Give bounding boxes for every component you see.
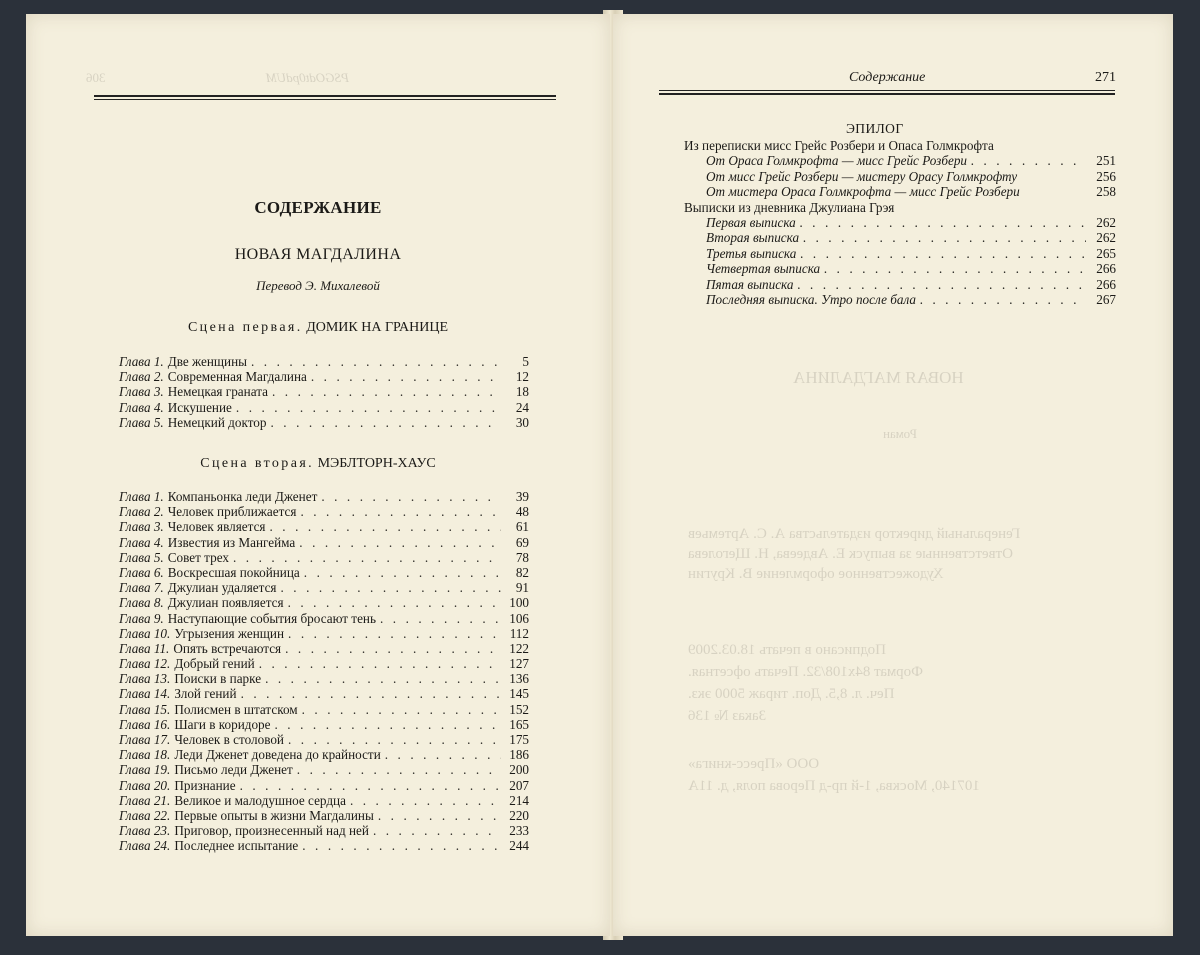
entry-title: Четвертая выписка: [706, 261, 821, 277]
toc-entry: [119, 504, 529, 519]
dot-leader: [800, 246, 1086, 261]
dot-leader: [265, 671, 501, 686]
chapter-title: Немецкая граната: [167, 384, 268, 400]
chapter-title: Джулиан удаляется: [167, 580, 277, 596]
toc-entry: [119, 717, 529, 732]
chapter-number: Глава 8.: [119, 595, 164, 611]
epilog-section: [684, 138, 1116, 153]
epilog-entry: [684, 153, 1116, 168]
epilog-entry: [684, 169, 1116, 184]
page-ref: 112: [509, 625, 529, 641]
chapter-number: Глава 10.: [119, 625, 171, 641]
bleed-through-line: Печ. л. 8,5. Доп. тираж 5000 экз.: [688, 686, 895, 702]
chapter-number: Глава 3.: [119, 519, 164, 535]
page-ref: 251: [1096, 153, 1116, 169]
page-ref: 78: [515, 549, 529, 565]
page-ref: 262: [1096, 230, 1116, 246]
chapter-title: Джулиан появляется: [167, 595, 284, 611]
toc-entry: [119, 732, 529, 747]
page-ref: 165: [509, 716, 529, 732]
toc-entry: [119, 686, 529, 701]
chapter-number: Глава 4.: [119, 399, 164, 415]
chapter-title: Добрый гений: [174, 656, 255, 672]
dot-leader: [285, 641, 501, 656]
page-ref: 200: [509, 762, 529, 778]
bleed-through-line: Ответственные за выпуск Е. Авдеева, Н. Щеголева: [688, 546, 1013, 562]
page-ref: 256: [1096, 168, 1116, 184]
chapter-number: Глава 6.: [119, 564, 164, 580]
page-ref: 12: [515, 369, 529, 385]
dot-leader: [236, 400, 501, 415]
page-ref: 30: [515, 414, 529, 430]
page-ref: 266: [1096, 276, 1116, 292]
dot-leader: [302, 838, 501, 853]
bleed-through-line: Заказ № 136: [688, 708, 767, 724]
page-ref: 24: [515, 399, 529, 415]
bleed-through-header: PSGOdt0pdUM: [266, 70, 350, 85]
chapter-number: Глава 19.: [119, 762, 171, 778]
chapter-number: Глава 5.: [119, 414, 164, 430]
toc-entry: [119, 535, 529, 550]
dot-leader: [288, 595, 501, 610]
chapter-number: Глава 11.: [119, 640, 170, 656]
dot-leader: [380, 611, 501, 626]
scene1-chapter-list: [119, 354, 529, 430]
toc-entry: [119, 671, 529, 686]
toc-entry: [119, 354, 529, 369]
dot-leader: [311, 369, 501, 384]
epilog-entry: [684, 215, 1116, 230]
scene1-name: ДОМИК НА ГРАНИЦЕ: [306, 320, 449, 335]
toc-entry: [119, 641, 529, 656]
entry-title: Из переписки мисс Грейс Розбери и Опаса Голмкрофта: [684, 138, 994, 153]
toc-entry: [119, 747, 529, 762]
chapter-title: Искушение: [167, 399, 232, 415]
page-ref: 5: [522, 354, 529, 369]
page-ref: 220: [509, 807, 529, 823]
chapter-number: Глава 22.: [119, 807, 171, 823]
toc-heading: СОДЕРЖАНИЕ: [254, 198, 382, 217]
chapter-title: Известия из Мангейма: [167, 534, 296, 550]
dot-leader: [300, 504, 501, 519]
work-title: НОВАЯ МАГДАЛИНА: [234, 246, 402, 263]
right-page: [613, 14, 1173, 936]
page-ref: 265: [1096, 245, 1116, 261]
chapter-title: Шаги в коридоре: [174, 716, 271, 732]
chapter-title: Полисмен в штатском: [174, 701, 298, 717]
page-ref: 266: [1096, 261, 1116, 277]
page-ref: 258: [1096, 184, 1116, 200]
dot-leader: [800, 215, 1086, 230]
bleed-through-line: Формат 84х108/32. Печать офсетная.: [688, 664, 923, 680]
toc-entry: [119, 415, 529, 430]
epilog-entry: [684, 230, 1116, 245]
chapter-title: Наступающие события бросают тень: [167, 610, 376, 626]
page-ref: 100: [509, 595, 529, 611]
running-head: Содержание: [849, 70, 926, 85]
dot-leader: [302, 702, 501, 717]
chapter-title: Поиски в парке: [174, 671, 262, 687]
dot-leader: [240, 778, 501, 793]
entry-title: Выписки из дневника Джулиана Грэя: [684, 199, 895, 215]
page-ref: 61: [515, 519, 529, 535]
dot-leader: [251, 354, 501, 369]
chapter-number: Глава 17.: [119, 732, 171, 747]
chapter-number: Глава 16.: [119, 716, 171, 732]
chapter-title: Угрызения женщин: [174, 625, 285, 641]
chapter-title: Леди Дженет доведена до крайности: [174, 747, 381, 763]
toc-entry: [119, 838, 529, 853]
dot-leader: [299, 535, 501, 550]
toc-entry: [119, 793, 529, 808]
dot-leader: [373, 823, 501, 838]
right-top-rule-thick: [659, 93, 1115, 95]
scene2-name: МЭБЛТОРН-ХАУС: [317, 456, 436, 471]
epilog-entry: [684, 184, 1116, 199]
entry-title: Последняя выписка. Утро после бала: [706, 291, 916, 307]
dot-leader: [378, 808, 501, 823]
dot-leader: [233, 550, 501, 565]
chapter-title: Письмо леди Дженет: [174, 762, 293, 778]
chapter-number: Глава 18.: [119, 747, 171, 763]
page-ref: 244: [509, 838, 529, 854]
page-ref: 175: [509, 732, 529, 747]
dot-leader: [920, 292, 1086, 307]
dot-leader: [271, 415, 502, 430]
bleed-through-line: 107140, Москва, 1-й пр-д Перова поля, д. 11А: [688, 778, 980, 794]
scene1-heading: [26, 320, 610, 336]
entry-title: От мистера Ораса Голмкрофта — мисс Грейс Розбери: [706, 184, 1020, 200]
page-ref: 233: [509, 823, 529, 839]
chapter-number: Глава 7.: [119, 580, 164, 596]
bleed-through-title: НОВАЯ МАГДАЛИНА: [793, 368, 964, 387]
toc-entry: [119, 702, 529, 717]
chapter-title: Злой гений: [174, 686, 237, 702]
page-ref: 82: [515, 564, 529, 580]
page-ref: 214: [509, 792, 529, 808]
dot-leader: [971, 153, 1086, 168]
dot-leader: [281, 580, 502, 595]
translator-credit: Перевод Э. Михалевой: [256, 278, 380, 293]
dot-leader: [297, 762, 501, 777]
page-number: 271: [1095, 70, 1116, 85]
page-ref: 186: [509, 747, 529, 763]
dot-leader: [241, 686, 501, 701]
epilog-entry: [684, 292, 1116, 307]
chapter-number: Глава 13.: [119, 671, 171, 687]
dot-leader: [798, 277, 1087, 292]
page-ref: 136: [509, 671, 529, 687]
toc-entry: [119, 595, 529, 610]
page-ref: 262: [1096, 214, 1116, 230]
chapter-number: Глава 23.: [119, 823, 171, 839]
entry-title: От мисс Грейс Розбери — мистеру Орасу Голмкрофту: [706, 168, 1018, 184]
chapter-number: Глава 2.: [119, 504, 164, 520]
scene2-heading: [26, 456, 610, 472]
page-ref: 69: [515, 534, 529, 550]
chapter-title: Современная Магдалина: [167, 369, 307, 385]
chapter-number: Глава 15.: [119, 701, 171, 717]
chapter-title: Признание: [174, 777, 236, 793]
chapter-title: Первые опыты в жизни Магдалины: [174, 807, 374, 823]
chapter-title: Человек в столовой: [174, 732, 284, 747]
chapter-title: Великое и малодушное сердца: [174, 792, 346, 808]
right-top-rule: [659, 90, 1115, 91]
epilog-title: ЭПИЛОГ: [846, 121, 904, 136]
chapter-title: Приговор, произнесенный над ней: [174, 823, 369, 839]
toc-entry: [119, 550, 529, 565]
dot-leader: [288, 732, 501, 747]
page-ref: 207: [509, 777, 529, 793]
entry-title: От Ораса Голмкрофта — мисс Грейс Розбери: [706, 153, 968, 169]
epilog-entry: [684, 246, 1116, 261]
dot-leader: [824, 261, 1086, 276]
scene2-chapter-list: [119, 489, 529, 854]
bleed-through-line: Художественное оформление В. Кругин: [688, 566, 944, 582]
entry-title: Вторая выписка: [706, 230, 800, 246]
toc-entry: [119, 489, 529, 504]
chapter-title: Воскресшая покойница: [167, 564, 300, 580]
page-ref: 122: [509, 640, 529, 656]
toc-entry: [119, 823, 529, 838]
dot-leader: [259, 656, 501, 671]
dot-leader: [270, 519, 501, 534]
epilog-entry-list: [684, 138, 1116, 307]
page-ref: 267: [1096, 291, 1116, 307]
dot-leader: [275, 717, 501, 732]
page-ref: 106: [509, 610, 529, 626]
scene1-label: Сцена первая.: [187, 320, 303, 335]
chapter-number: Глава 2.: [119, 369, 164, 385]
page-ref: 145: [509, 686, 529, 702]
toc-entry: [119, 384, 529, 399]
toc-entry: [119, 519, 529, 534]
bleed-through-line: ООО «Пресс-книга»: [688, 756, 820, 772]
chapter-title: Человек приближается: [167, 504, 297, 520]
top-rule-thin: [94, 99, 556, 100]
dot-leader: [304, 565, 501, 580]
entry-title: Первая выписка: [706, 214, 796, 230]
chapter-number: Глава 14.: [119, 686, 171, 702]
chapter-number: Глава 21.: [119, 792, 171, 808]
page-ref: 48: [515, 504, 529, 520]
chapter-title: Человек является: [167, 519, 266, 535]
toc-entry: [119, 778, 529, 793]
toc-entry: [119, 611, 529, 626]
chapter-title: Компаньонка леди Дженет: [167, 489, 318, 504]
chapter-number: Глава 20.: [119, 777, 171, 793]
toc-entry: [119, 762, 529, 777]
chapter-title: Две женщины: [167, 354, 248, 369]
dot-leader: [272, 384, 501, 399]
chapter-number: Глава 24.: [119, 838, 171, 854]
page-ref: 18: [515, 384, 529, 400]
toc-entry: [119, 808, 529, 823]
chapter-number: Глава 1.: [119, 489, 164, 504]
page-ref: 39: [515, 489, 529, 504]
chapter-number: Глава 12.: [119, 656, 171, 672]
chapter-number: Глава 4.: [119, 534, 164, 550]
chapter-number: Глава 1.: [119, 354, 164, 369]
chapter-title: Совет трех: [167, 549, 229, 565]
bleed-through-line: Генеральный директор издательства А. С. Артемьев: [688, 526, 1021, 542]
epilog-entry: [684, 261, 1116, 276]
chapter-number: Глава 9.: [119, 610, 164, 626]
bleed-through-number: 306: [86, 70, 106, 85]
epilog-entry: [684, 277, 1116, 292]
chapter-title: Опять встречаются: [173, 640, 282, 656]
dot-leader: [288, 626, 501, 641]
chapter-title: Немецкий доктор: [167, 414, 267, 430]
epilog-section: [684, 200, 1116, 215]
toc-entry: [119, 565, 529, 580]
dot-leader: [321, 489, 501, 504]
toc-entry: [119, 400, 529, 415]
left-page: [26, 14, 610, 936]
toc-entry: [119, 626, 529, 641]
toc-entry: [119, 369, 529, 384]
entry-title: Пятая выписка: [706, 276, 794, 292]
top-rule-thick: [94, 95, 556, 97]
bleed-through-genre: Роман: [883, 426, 918, 441]
page-ref: 91: [515, 580, 529, 596]
bleed-through-line: Подписано в печать 18.03.2009: [688, 642, 886, 658]
dot-leader: [385, 747, 501, 762]
chapter-number: Глава 3.: [119, 384, 164, 400]
dot-leader: [350, 793, 501, 808]
entry-title: Третья выписка: [706, 245, 797, 261]
chapter-number: Глава 5.: [119, 549, 164, 565]
toc-entry: [119, 580, 529, 595]
dot-leader: [803, 230, 1086, 245]
toc-entry: [119, 656, 529, 671]
chapter-title: Последнее испытание: [174, 838, 299, 854]
page-ref: 127: [509, 656, 529, 672]
page-ref: 152: [509, 701, 529, 717]
scene2-label: Сцена вторая.: [200, 456, 315, 471]
